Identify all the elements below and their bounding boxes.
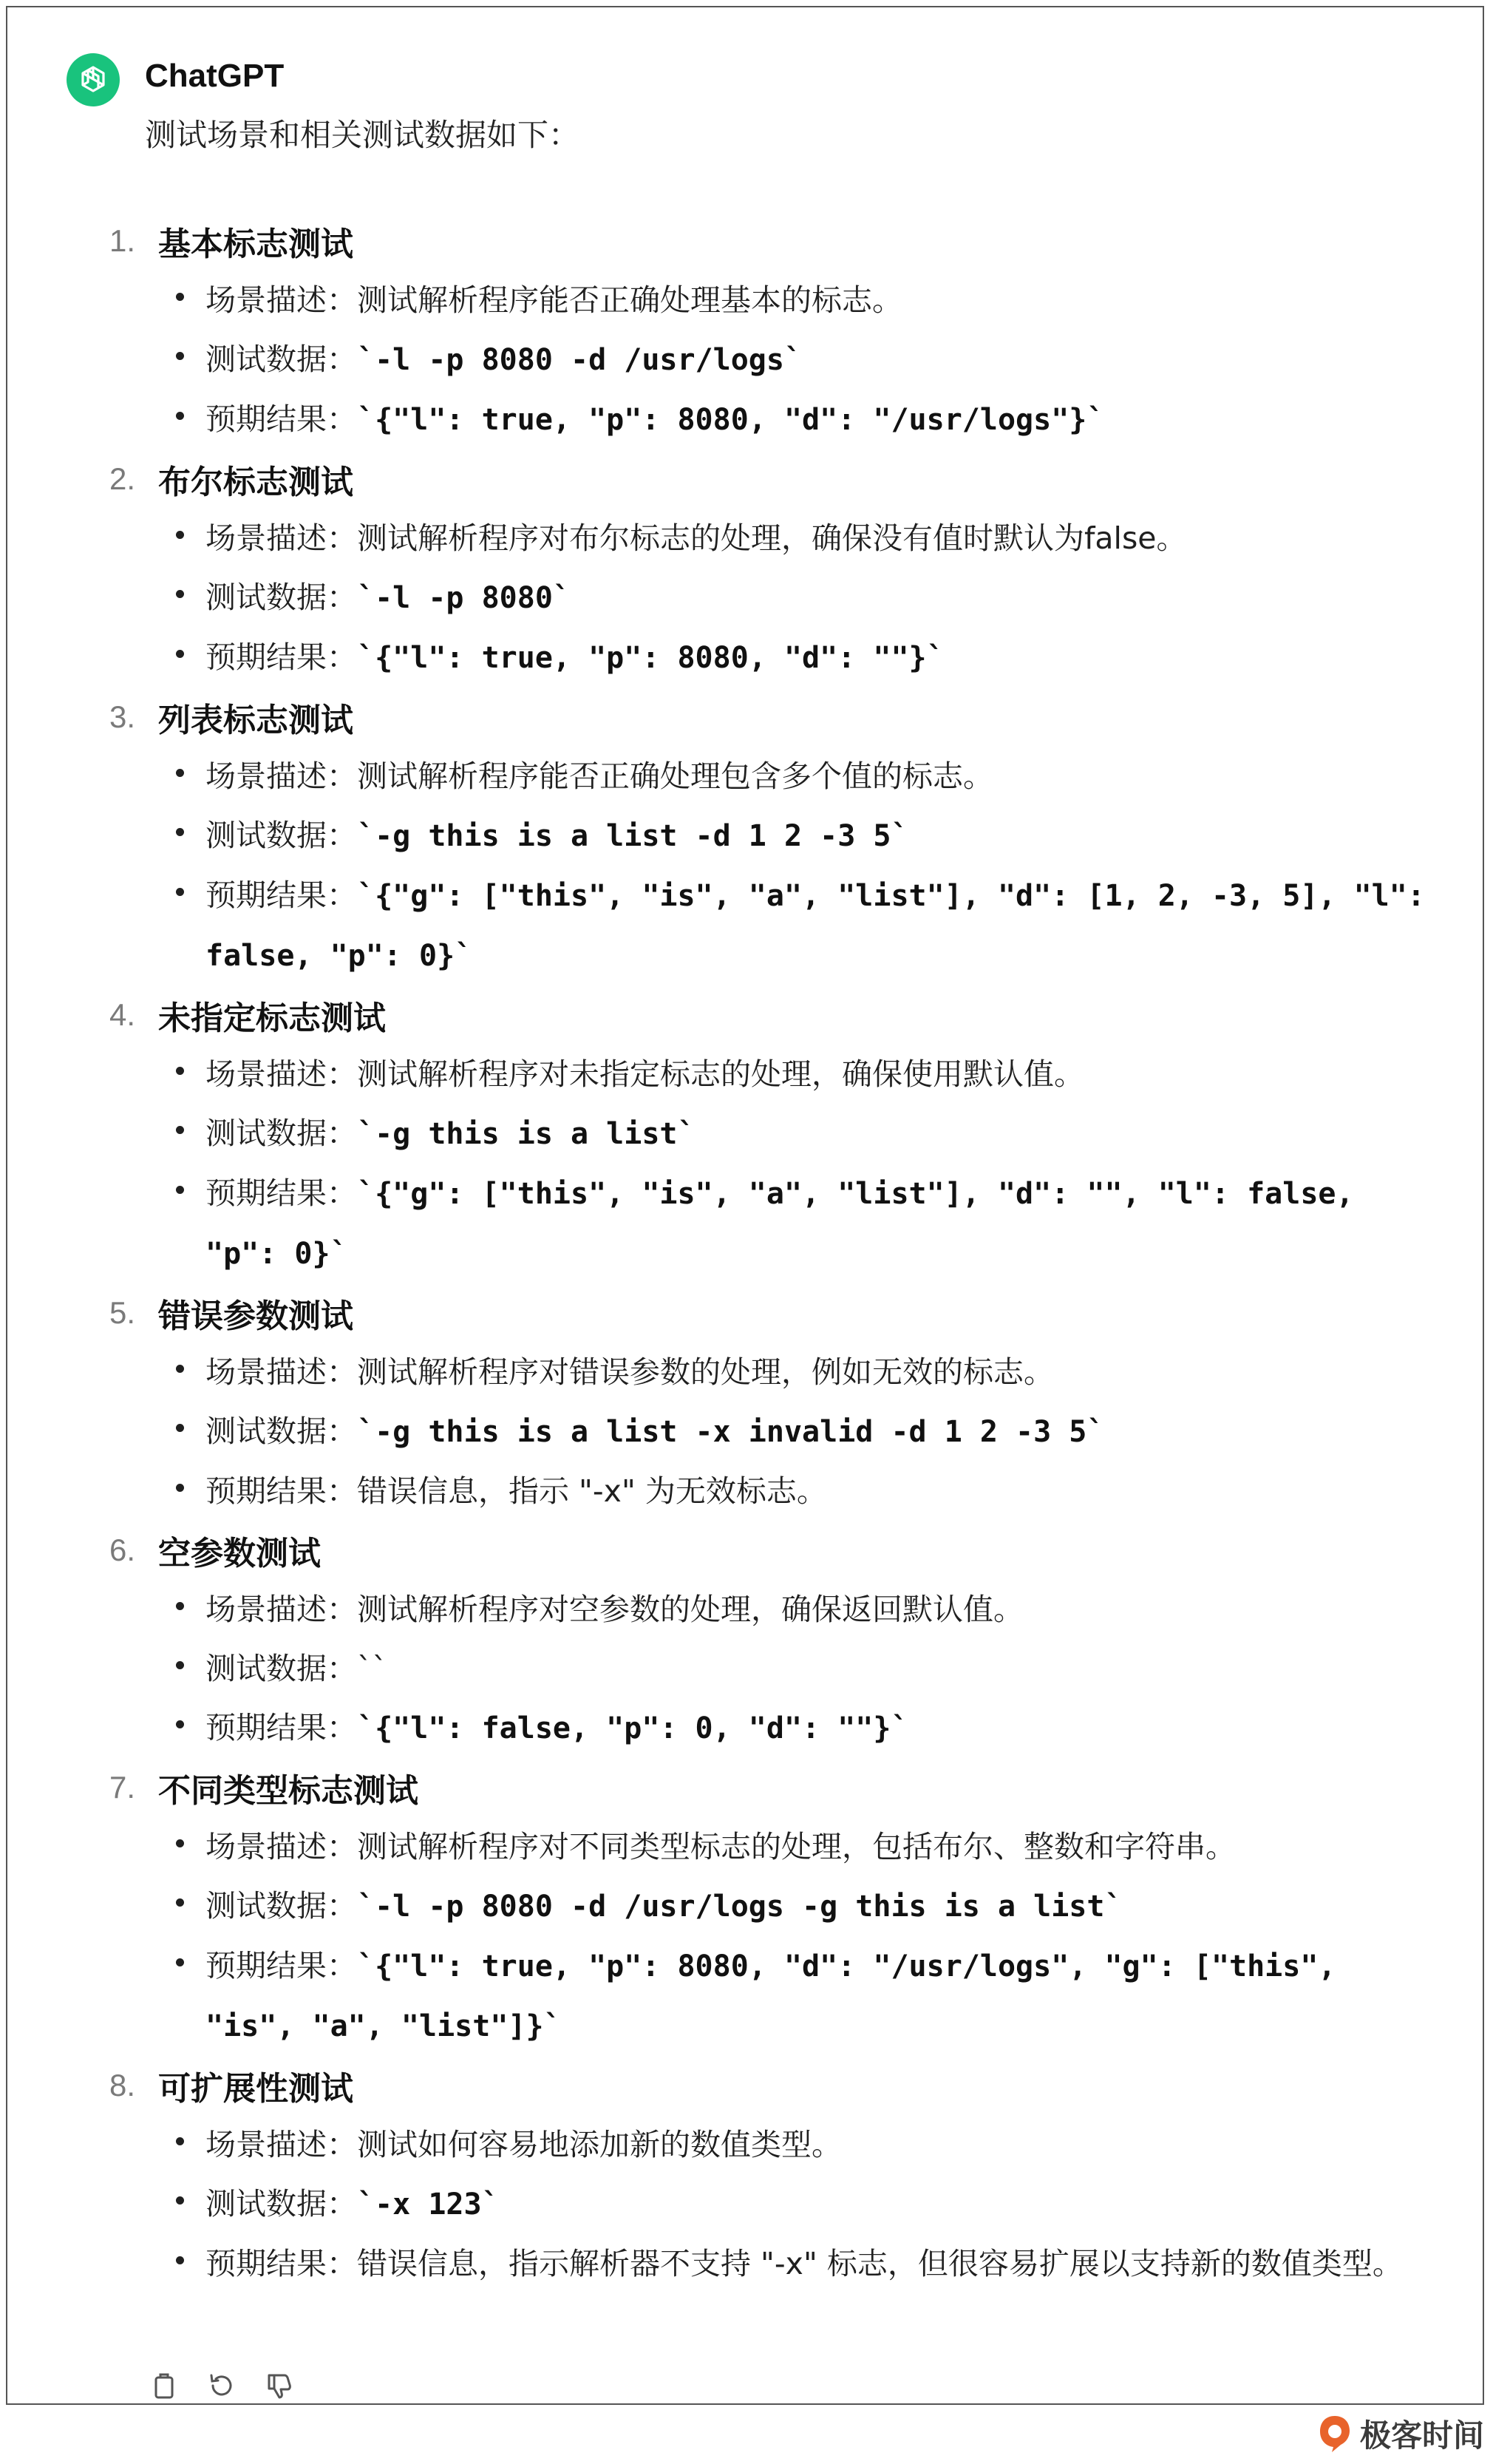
bullet-dot-icon	[176, 412, 184, 420]
list-item-number: 4.	[109, 997, 136, 1032]
bullet-dot-icon	[176, 1839, 184, 1847]
bullet-dot-icon	[176, 1186, 184, 1194]
bullet-text: 测试解析程序对未指定标志的处理，确保使用默认值。	[357, 1056, 1084, 1092]
bullet-dot-icon	[176, 888, 184, 896]
list-item-heading	[7, 1283, 1486, 1343]
bullet-row	[7, 1164, 1486, 1283]
bullet-text: 错误信息，指示解析器不支持 "-x" 标志，但很容易扩展以支持新的数值类型。	[357, 2246, 1403, 2281]
bullet-code: `-l -p 8080`	[357, 581, 571, 615]
list-item-heading	[7, 985, 1486, 1045]
bullet-dot-icon	[176, 293, 184, 301]
bullet-dot-icon	[176, 2196, 184, 2205]
bullet-label: 场景描述：	[205, 282, 357, 318]
geektime-logo-icon	[1316, 2413, 1354, 2454]
bullet-dot-icon	[176, 1602, 184, 1610]
bullet-dot-icon	[176, 1484, 184, 1492]
bullet-row	[7, 390, 1486, 449]
bullet-label: 测试数据：	[205, 2186, 357, 2222]
bullet-row	[7, 1698, 1486, 1758]
bullet-dot-icon	[176, 1898, 184, 1907]
bullet-code: `-g this is a list -x invalid -d 1 2 -3 5`	[357, 1415, 1105, 1449]
bullet-text: 测试解析程序能否正确处理包含多个值的标志。	[357, 758, 993, 794]
thumbs-down-icon[interactable]	[263, 2369, 296, 2402]
bullet-dot-icon	[176, 1424, 184, 1432]
bullet-row	[7, 568, 1486, 628]
message-author: ChatGPT	[145, 58, 285, 94]
bullet-code: `{"l": true, "p": 8080, "d": "/usr/logs"}`	[357, 403, 1105, 437]
bullet-label: 场景描述：	[205, 2127, 357, 2162]
list-item-number: 2.	[109, 461, 136, 496]
list-item-number: 6.	[109, 1533, 136, 1567]
bullet-row	[7, 271, 1486, 330]
list-item-title: 基本标志测试	[158, 225, 353, 263]
list-item-heading	[7, 2056, 1486, 2115]
bullet-label: 预期结果：	[205, 1473, 357, 1509]
bullet-dot-icon	[176, 1720, 184, 1728]
bullet-label: 场景描述：	[205, 1354, 357, 1390]
chatgpt-logo-icon	[67, 53, 120, 106]
bullet-label: 测试数据：	[205, 342, 357, 377]
bullet-row	[7, 1462, 1486, 1521]
list-item-title: 空参数测试	[158, 1535, 321, 1572]
bullet-label: 预期结果：	[205, 1948, 357, 1983]
bullet-row	[7, 330, 1486, 390]
bullet-dot-icon	[176, 1661, 184, 1669]
bullet-row	[7, 806, 1486, 866]
bullet-label: 测试数据：	[205, 1413, 357, 1449]
chat-message-panel	[6, 6, 1484, 2405]
bullet-row	[7, 2115, 1486, 2174]
list-item-heading	[7, 449, 1486, 509]
list-item	[7, 211, 1486, 449]
bullet-label: 预期结果：	[205, 401, 357, 437]
list-item-title: 列表标志测试	[158, 702, 353, 739]
bullet-dot-icon	[176, 590, 184, 598]
bullet-code: `-x 123`	[357, 2188, 500, 2222]
list-item-heading	[7, 1758, 1486, 1817]
bullet-label: 场景描述：	[205, 1829, 357, 1864]
bullet-label: 预期结果：	[205, 639, 357, 675]
message-intro: 测试场景和相关测试数据如下：	[145, 117, 580, 153]
bullet-row	[7, 2234, 1486, 2293]
bullet-label: 测试数据：	[205, 580, 357, 615]
list-item-title: 布尔标志测试	[158, 464, 353, 501]
bullet-dot-icon	[176, 2137, 184, 2145]
list-item-title: 错误参数测试	[158, 1297, 353, 1335]
watermark	[1316, 2412, 1484, 2456]
bullet-row	[7, 1639, 1486, 1698]
list-item-number: 8.	[109, 2068, 136, 2102]
bullet-row	[7, 1045, 1486, 1104]
list-item-number: 7.	[109, 1770, 136, 1805]
bullet-text: 错误信息，指示 "-x" 为无效标志。	[357, 1473, 827, 1509]
bullet-dot-icon	[176, 531, 184, 539]
list-item-title: 可扩展性测试	[158, 2070, 353, 2108]
bullet-dot-icon	[176, 769, 184, 777]
list-item-heading	[7, 211, 1486, 271]
bullet-label: 场景描述：	[205, 1592, 357, 1627]
bullet-label: 预期结果：	[205, 1710, 357, 1745]
list-item-heading	[7, 688, 1486, 747]
bullet-dot-icon	[176, 2256, 184, 2264]
list-item	[7, 2056, 1486, 2293]
list-item	[7, 1521, 1486, 1758]
bullet-text: 测试解析程序对空参数的处理，确保返回默认值。	[357, 1592, 1024, 1627]
bullet-label: 场景描述：	[205, 520, 357, 556]
bullet-label: 测试数据：	[205, 818, 357, 853]
watermark-text: 极客时间	[1359, 2417, 1484, 2454]
bullet-row	[7, 1104, 1486, 1164]
bullet-row	[7, 1817, 1486, 1876]
bullet-row	[7, 509, 1486, 568]
bullet-code: `-l -p 8080 -d /usr/logs -g this is a list`	[357, 1890, 1123, 1924]
bullet-code: `{"l": false, "p": 0, "d": ""}`	[357, 1711, 909, 1745]
bullet-text: 测试如何容易地添加新的数值类型。	[357, 2127, 842, 2162]
list-item	[7, 985, 1486, 1283]
bullet-code: `-g this is a list`	[357, 1117, 696, 1151]
bullet-dot-icon	[176, 1365, 184, 1373]
list-item-number: 3.	[109, 699, 136, 734]
bullet-code: `{"l": true, "p": 8080, "d": "/usr/logs", "g": ["this", "is", "a", "list"]}`	[205, 1949, 1336, 2043]
bullet-code: `{"l": true, "p": 8080, "d": ""}`	[357, 641, 945, 675]
bullet-label: 预期结果：	[205, 1175, 357, 1211]
bullet-code: `{"g": ["this", "is", "a", "list"], "d": "", "l": false, "p": 0}`	[205, 1177, 1354, 1271]
bullet-row	[7, 866, 1486, 985]
bullet-row	[7, 1402, 1486, 1462]
bullet-label: 测试数据：	[205, 1116, 357, 1151]
bullet-dot-icon	[176, 1126, 184, 1134]
list-item-number: 1.	[109, 223, 136, 258]
bullet-row	[7, 1580, 1486, 1639]
list-item-number: 5.	[109, 1295, 136, 1330]
bullet-code: `{"g": ["this", "is", "a", "list"], "d": [1, 2, -3, 5], "l": false, "p": 0}`	[205, 879, 1425, 973]
bullet-code: `-l -p 8080 -d /usr/logs`	[357, 343, 803, 377]
bullet-label: 场景描述：	[205, 758, 357, 794]
test-scenario-list	[7, 211, 1486, 2293]
list-item	[7, 1758, 1486, 2056]
bullet-text: 测试解析程序能否正确处理基本的标志。	[357, 282, 902, 318]
bullet-dot-icon	[176, 1958, 184, 1966]
bullet-text: 测试解析程序对不同类型标志的处理，包括布尔、整数和字符串。	[357, 1829, 1236, 1864]
list-item-title: 不同类型标志测试	[158, 1772, 418, 1810]
bullet-text: 测试解析程序对布尔标志的处理，确保没有值时默认为false。	[357, 520, 1187, 556]
bullet-label: 预期结果：	[205, 2246, 357, 2281]
bullet-dot-icon	[176, 352, 184, 360]
bullet-row	[7, 1876, 1486, 1936]
bullet-dot-icon	[176, 828, 184, 836]
bullet-text: 测试解析程序对错误参数的处理，例如无效的标志。	[357, 1354, 1054, 1390]
list-item	[7, 1283, 1486, 1521]
bullet-label: 场景描述：	[205, 1056, 357, 1092]
bullet-label: 测试数据：	[205, 1888, 357, 1924]
bullet-dot-icon	[176, 650, 184, 658]
bullet-row	[7, 628, 1486, 688]
list-item	[7, 688, 1486, 985]
copy-icon[interactable]	[148, 2369, 180, 2402]
bullet-code: `-g this is a list -d 1 2 -3 5`	[357, 819, 909, 853]
bullet-text: ``	[357, 1651, 387, 1686]
bullet-dot-icon	[176, 1067, 184, 1075]
list-item-heading	[7, 1521, 1486, 1580]
bullet-row	[7, 747, 1486, 806]
list-item-title: 未指定标志测试	[158, 999, 386, 1037]
list-item	[7, 449, 1486, 688]
regenerate-icon[interactable]	[205, 2369, 238, 2402]
bullet-row	[7, 2174, 1486, 2234]
bullet-row	[7, 1343, 1486, 1402]
bullet-label: 测试数据：	[205, 1651, 357, 1686]
bullet-label: 预期结果：	[205, 878, 357, 913]
message-actions	[148, 2369, 296, 2402]
bullet-row	[7, 1936, 1486, 2056]
